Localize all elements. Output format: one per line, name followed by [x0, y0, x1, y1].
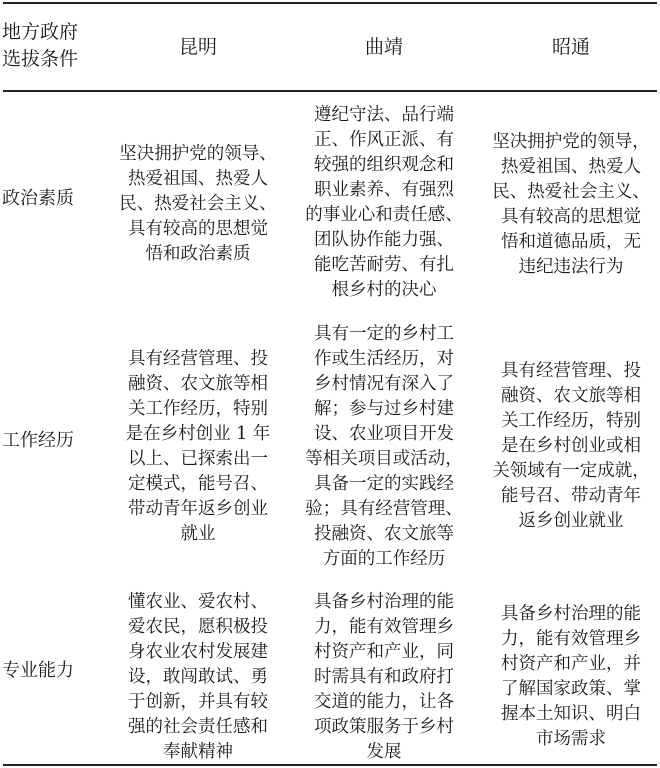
cell-line: 具有一定的乡村工 [314, 324, 454, 344]
cell-line: 作或生活经历，对 [314, 349, 454, 369]
cell-line: 懂农业、爱农村、 [128, 592, 268, 612]
cell-line: 关工作经历，特别 [128, 399, 268, 419]
cell-line: 强的社会责任感和 [128, 717, 268, 737]
cell-line: 融资、农文旅等相 [128, 374, 268, 394]
cell-line: 热爱祖国、热爱人 [501, 157, 641, 177]
header-label-line: 选拔条件 [2, 48, 79, 70]
cell-line: 能号召、带动青年 [501, 486, 641, 506]
cell-line: 就业 [180, 524, 216, 544]
header-criteria-label [2, 19, 110, 73]
cell-line: 热爱祖国、热爱人 [128, 169, 268, 189]
cell-line: 是在乡村创业 1 年 [125, 424, 271, 444]
cell-line: 正、作风正派、有 [314, 130, 454, 150]
cell-political-qujing [296, 103, 472, 303]
cell-line: 设，敢闯敢试、勇 [128, 667, 268, 687]
cell-line: 关工作经历，特别 [501, 411, 641, 431]
cell-ability-qujing [296, 590, 472, 765]
cell-line: 具有较高的思想觉 [128, 219, 268, 239]
cell-work-qujing [296, 322, 472, 572]
cell-line: 较强的组织观念和 [314, 155, 454, 175]
cell-line: 违纪违法行为 [518, 257, 624, 277]
cell-line: 设、农业项目开发 [314, 424, 454, 444]
header-city-zhaotong: 昭通 [551, 36, 590, 58]
cell-line: 交道的能力，让各 [314, 692, 454, 712]
cell-line: 了解国家政策、掌 [501, 679, 641, 699]
cell-line: 职业素养、有强烈 [314, 180, 454, 200]
cell-line: 具有经营管理、投 [501, 361, 641, 381]
cell-work-zhaotong [484, 359, 658, 534]
cell-line: 投融资、农文旅等 [314, 524, 454, 544]
cell-line: 方面的工作经历 [322, 549, 446, 569]
table-top-rule [3, 2, 657, 4]
cell-line: 解；参与过乡村建 [314, 399, 454, 419]
cell-line: 民、热爱社会主义、 [119, 194, 277, 214]
cell-line: 具有较高的思想觉 [501, 207, 641, 227]
row-label-political: 政治素质 [2, 188, 74, 209]
cell-line: 定模式，能号召、 [128, 474, 268, 494]
cell-line: 能吃苦耐劳、有扎 [314, 255, 454, 275]
cell-line: 验；具有经营管理、 [305, 499, 463, 519]
cell-line: 具备乡村治理的能 [314, 592, 454, 612]
cell-line: 握本土知识、明白 [501, 704, 641, 724]
row-label-professional-ability: 专业能力 [2, 660, 74, 681]
cell-line: 坚决拥护党的领导、 [119, 144, 277, 164]
header-city-qujing: 曲靖 [364, 36, 403, 58]
cell-line: 村资产和产业，同 [314, 642, 454, 662]
cell-line: 以上、已探索出一 [128, 449, 268, 469]
cell-line: 带动青年返乡创业 [128, 499, 268, 519]
cell-line: 悟和政治素质 [145, 244, 251, 264]
cell-line: 等相关项目或活动， [305, 449, 463, 469]
cell-ability-zhaotong [484, 602, 658, 752]
cell-line: 坚决拥护党的领导， [492, 132, 650, 152]
header-rule [3, 90, 657, 92]
cell-line: 返乡创业就业 [518, 511, 624, 531]
cell-work-kunming [110, 347, 286, 547]
cell-line: 发展 [366, 742, 402, 762]
cell-line: 民、热爱社会主义、 [492, 182, 650, 202]
cell-line: 项政策服务于乡村 [314, 717, 454, 737]
cell-line: 市场需求 [536, 729, 606, 749]
cell-line: 悟和道德品质，无 [501, 232, 641, 252]
cell-line: 村资产和产业，并 [501, 654, 641, 674]
cell-political-kunming [110, 142, 286, 267]
cell-line: 是在乡村创业或相 [501, 436, 641, 456]
cell-line: 于创新，并具有较 [128, 692, 268, 712]
cell-line: 具备乡村治理的能 [501, 604, 641, 624]
cell-line: 融资、农文旅等相 [501, 386, 641, 406]
cell-line: 遵纪守法、品行端 [314, 105, 454, 125]
table-bottom-rule [3, 764, 657, 766]
cell-line: 力，能有效管理乡 [501, 629, 641, 649]
cell-line: 具有经营管理、投 [128, 349, 268, 369]
cell-line: 爱农民，愿积极投 [128, 617, 268, 637]
cell-line: 根乡村的决心 [331, 280, 437, 300]
header-label-line: 地方政府 [2, 21, 79, 43]
cell-line: 奉献精神 [163, 742, 233, 762]
cell-line: 的事业心和责任感、 [305, 205, 463, 225]
cell-ability-kunming [110, 590, 286, 765]
cell-line: 时需具有和政府打 [314, 667, 454, 687]
cell-line: 具备一定的实践经 [314, 474, 454, 494]
cell-line: 乡村情况有深入了 [314, 374, 454, 394]
cell-line: 力，能有效管理乡 [314, 617, 454, 637]
cell-line: 关领域有一定成就， [492, 461, 650, 481]
cell-political-zhaotong [484, 130, 658, 280]
header-city-kunming: 昆明 [178, 36, 217, 58]
cell-line: 身农业农村发展建 [128, 642, 268, 662]
row-label-work-experience: 工作经历 [2, 430, 74, 451]
cell-line: 团队协作能力强、 [314, 230, 454, 250]
